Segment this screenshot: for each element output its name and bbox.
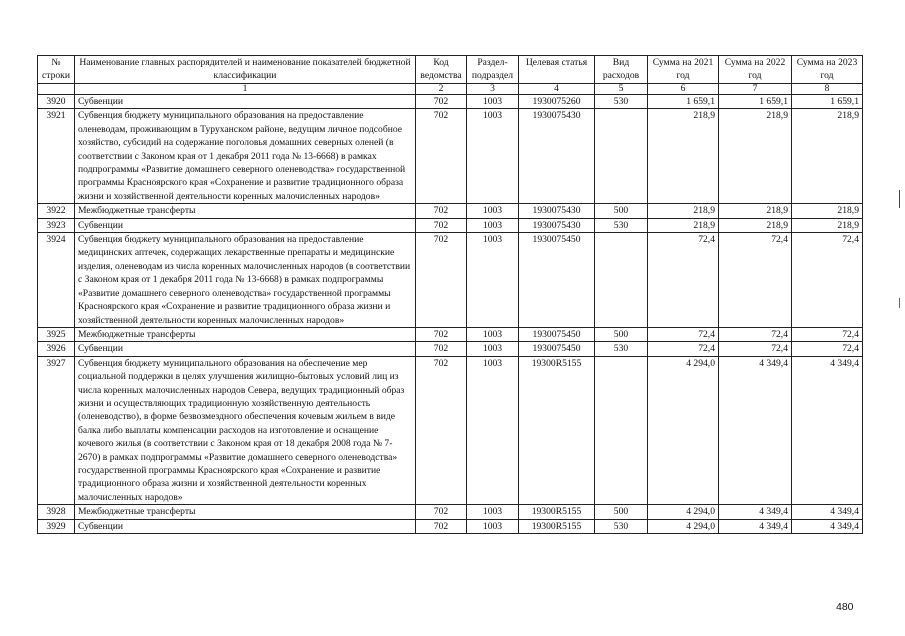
dept-code-cell: 702 <box>416 233 467 328</box>
table-row <box>38 233 863 328</box>
header-sum-2023: Сумма на 2023 год <box>792 56 863 84</box>
row-number-cell: 3920 <box>38 95 75 109</box>
section-cell: 1003 <box>467 218 519 232</box>
table-row <box>38 505 863 519</box>
sum-2023-cell: 4 349,4 <box>792 505 863 519</box>
sum-2023-cell: 218,9 <box>792 109 863 204</box>
table-row <box>38 204 863 218</box>
sum-2023-cell: 4 349,4 <box>792 519 863 533</box>
expense-type-cell: 530 <box>595 519 648 533</box>
header-expense-type: Вид расходов <box>595 56 648 84</box>
row-number-cell: 3924 <box>38 233 75 328</box>
row-number-cell: 3922 <box>38 204 75 218</box>
target-article-cell: 1930075430 <box>519 109 595 204</box>
header-target: Целевая статья <box>519 56 595 84</box>
sum-2022-cell: 4 349,4 <box>719 356 792 504</box>
column-number: 4 <box>519 84 595 95</box>
row-name-cell: Субвенция бюджету муниципального образования на предоставление медицинских аптечек, содержащих лекарственные препараты и медицинские изделия, оленеводам из числа коренных малочисленных народов (в соответствии с Законом края от 1 декабря 2011 года № 13-6668) в рамках подпрограммы «Развитие домашнего северного оленеводства» государственной программы Красноярского края «Сохранение и развитие традиционного образа жизни и хозяйственной деятельности коренных малочисленных народов» <box>75 233 416 328</box>
sum-2022-cell: 72,4 <box>719 233 792 328</box>
sum-2023-cell: 72,4 <box>792 327 863 341</box>
target-article-cell: 1930075430 <box>519 218 595 232</box>
page-number: 480 <box>836 601 854 613</box>
scan-edge-mark <box>899 190 900 208</box>
row-name-cell: Межбюджетные трансферты <box>75 204 416 218</box>
target-article-cell: 19300R5155 <box>519 519 595 533</box>
sum-2023-cell: 1 659,1 <box>792 95 863 109</box>
expense-type-cell <box>595 109 648 204</box>
section-cell: 1003 <box>467 356 519 504</box>
column-number-row <box>38 84 863 95</box>
column-number: 2 <box>416 84 467 95</box>
target-article-cell: 1930075450 <box>519 233 595 328</box>
expense-type-cell: 530 <box>595 342 648 356</box>
sum-2022-cell: 1 659,1 <box>719 95 792 109</box>
table-row <box>38 109 863 204</box>
dept-code-cell: 702 <box>416 204 467 218</box>
dept-code-cell: 702 <box>416 356 467 504</box>
column-number: 1 <box>75 84 416 95</box>
target-article-cell: 1930075260 <box>519 95 595 109</box>
sum-2022-cell: 4 349,4 <box>719 505 792 519</box>
row-name-cell: Субвенции <box>75 519 416 533</box>
section-cell: 1003 <box>467 109 519 204</box>
sum-2022-cell: 218,9 <box>719 109 792 204</box>
column-number: 8 <box>792 84 863 95</box>
sum-2022-cell: 218,9 <box>719 218 792 232</box>
row-name-cell: Субвенции <box>75 95 416 109</box>
sum-2022-cell: 218,9 <box>719 204 792 218</box>
expense-type-cell: 530 <box>595 95 648 109</box>
sum-2022-cell: 72,4 <box>719 327 792 341</box>
sum-2021-cell: 218,9 <box>648 218 719 232</box>
row-number-cell: 3926 <box>38 342 75 356</box>
dept-code-cell: 702 <box>416 218 467 232</box>
column-number: 7 <box>719 84 792 95</box>
expense-type-cell <box>595 233 648 328</box>
row-name-cell: Субвенция бюджету муниципального образования на предоставление оленеводам, проживающим в Туруханском районе, ведущим личное подсобное хозяйство, субсидий на содержание поголовья домашних северных оленей (в соответствии с Законом края от 1 декабря 2011 года № 13-6668) в рамках подпрограммы «Развитие домашнего северного оленеводства» государственной программы Красноярского края «Сохранение и развитие традиционного образа жизни и хозяйственной деятельности коренных малочисленных народов» <box>75 109 416 204</box>
sum-2021-cell: 72,4 <box>648 327 719 341</box>
expense-type-cell: 500 <box>595 327 648 341</box>
column-number: 6 <box>648 84 719 95</box>
header-name: Наименование главных распорядителей и наименование показателей бюджетной классификации <box>75 56 416 84</box>
column-number <box>38 84 75 95</box>
table-row <box>38 519 863 533</box>
sum-2022-cell: 4 349,4 <box>719 519 792 533</box>
section-cell: 1003 <box>467 519 519 533</box>
dept-code-cell: 702 <box>416 327 467 341</box>
scan-edge-mark <box>899 298 900 308</box>
section-cell: 1003 <box>467 204 519 218</box>
row-number-cell: 3929 <box>38 519 75 533</box>
dept-code-cell: 702 <box>416 505 467 519</box>
table-row <box>38 327 863 341</box>
header-row <box>38 56 863 84</box>
row-name-cell: Субвенции <box>75 218 416 232</box>
sum-2023-cell: 4 349,4 <box>792 356 863 504</box>
target-article-cell: 1930075450 <box>519 342 595 356</box>
table-header <box>38 56 863 95</box>
section-cell: 1003 <box>467 95 519 109</box>
dept-code-cell: 702 <box>416 109 467 204</box>
budget-table <box>37 55 863 534</box>
target-article-cell: 1930075450 <box>519 327 595 341</box>
sum-2021-cell: 72,4 <box>648 342 719 356</box>
dept-code-cell: 702 <box>416 342 467 356</box>
budget-table-container <box>37 55 862 534</box>
sum-2021-cell: 218,9 <box>648 204 719 218</box>
table-row <box>38 218 863 232</box>
row-number-cell: 3921 <box>38 109 75 204</box>
sum-2023-cell: 72,4 <box>792 342 863 356</box>
row-number-cell: 3923 <box>38 218 75 232</box>
sum-2021-cell: 72,4 <box>648 233 719 328</box>
sum-2021-cell: 4 294,0 <box>648 505 719 519</box>
sum-2021-cell: 1 659,1 <box>648 95 719 109</box>
header-sum-2022: Сумма на 2022 год <box>719 56 792 84</box>
sum-2022-cell: 72,4 <box>719 342 792 356</box>
dept-code-cell: 702 <box>416 95 467 109</box>
section-cell: 1003 <box>467 327 519 341</box>
expense-type-cell: 500 <box>595 505 648 519</box>
sum-2023-cell: 218,9 <box>792 204 863 218</box>
dept-code-cell: 702 <box>416 519 467 533</box>
sum-2023-cell: 72,4 <box>792 233 863 328</box>
row-name-cell: Межбюджетные трансферты <box>75 505 416 519</box>
row-name-cell: Межбюджетные трансферты <box>75 327 416 341</box>
expense-type-cell: 500 <box>595 204 648 218</box>
expense-type-cell <box>595 356 648 504</box>
section-cell: 1003 <box>467 233 519 328</box>
row-number-cell: 3927 <box>38 356 75 504</box>
header-section: Раздел-подраздел <box>467 56 519 84</box>
sum-2021-cell: 4 294,0 <box>648 519 719 533</box>
sum-2023-cell: 218,9 <box>792 218 863 232</box>
column-number: 5 <box>595 84 648 95</box>
row-number-cell: 3925 <box>38 327 75 341</box>
column-number: 3 <box>467 84 519 95</box>
table-row <box>38 95 863 109</box>
table-body <box>38 95 863 534</box>
target-article-cell: 1930075430 <box>519 204 595 218</box>
sum-2021-cell: 218,9 <box>648 109 719 204</box>
table-row <box>38 342 863 356</box>
row-name-cell: Субвенция бюджету муниципального образования на обеспечение мер социальной поддержки в целях улучшения жилищно-бытовых условий лиц из числа коренных малочисленных народов Севера, ведущих традиционный образ жизни и осуществляющих традиционную хозяйственную деятельность (оленеводство), в форме безвозмездного обеспечения кочевым жильем в виде балка либо выплаты компенсации расходов на изготовление и оснащение кочевого жилья (в соответствии с Законом края от 18 декабря 2008 года № 7-2670) в рамках подпрограммы «Развитие домашнего северного оленеводства» государственной программы Красноярского края «Сохранение и развитие традиционного образа жизни и хозяйственной деятельности коренных малочисленных народов» <box>75 356 416 504</box>
section-cell: 1003 <box>467 342 519 356</box>
row-name-cell: Субвенции <box>75 342 416 356</box>
row-number-cell: 3928 <box>38 505 75 519</box>
header-dept-code: Код ведомства <box>416 56 467 84</box>
header-row-no: № строки <box>38 56 75 84</box>
target-article-cell: 19300R5155 <box>519 505 595 519</box>
target-article-cell: 19300R5155 <box>519 356 595 504</box>
section-cell: 1003 <box>467 505 519 519</box>
expense-type-cell: 530 <box>595 218 648 232</box>
sum-2021-cell: 4 294,0 <box>648 356 719 504</box>
header-sum-2021: Сумма на 2021 год <box>648 56 719 84</box>
table-row <box>38 356 863 504</box>
